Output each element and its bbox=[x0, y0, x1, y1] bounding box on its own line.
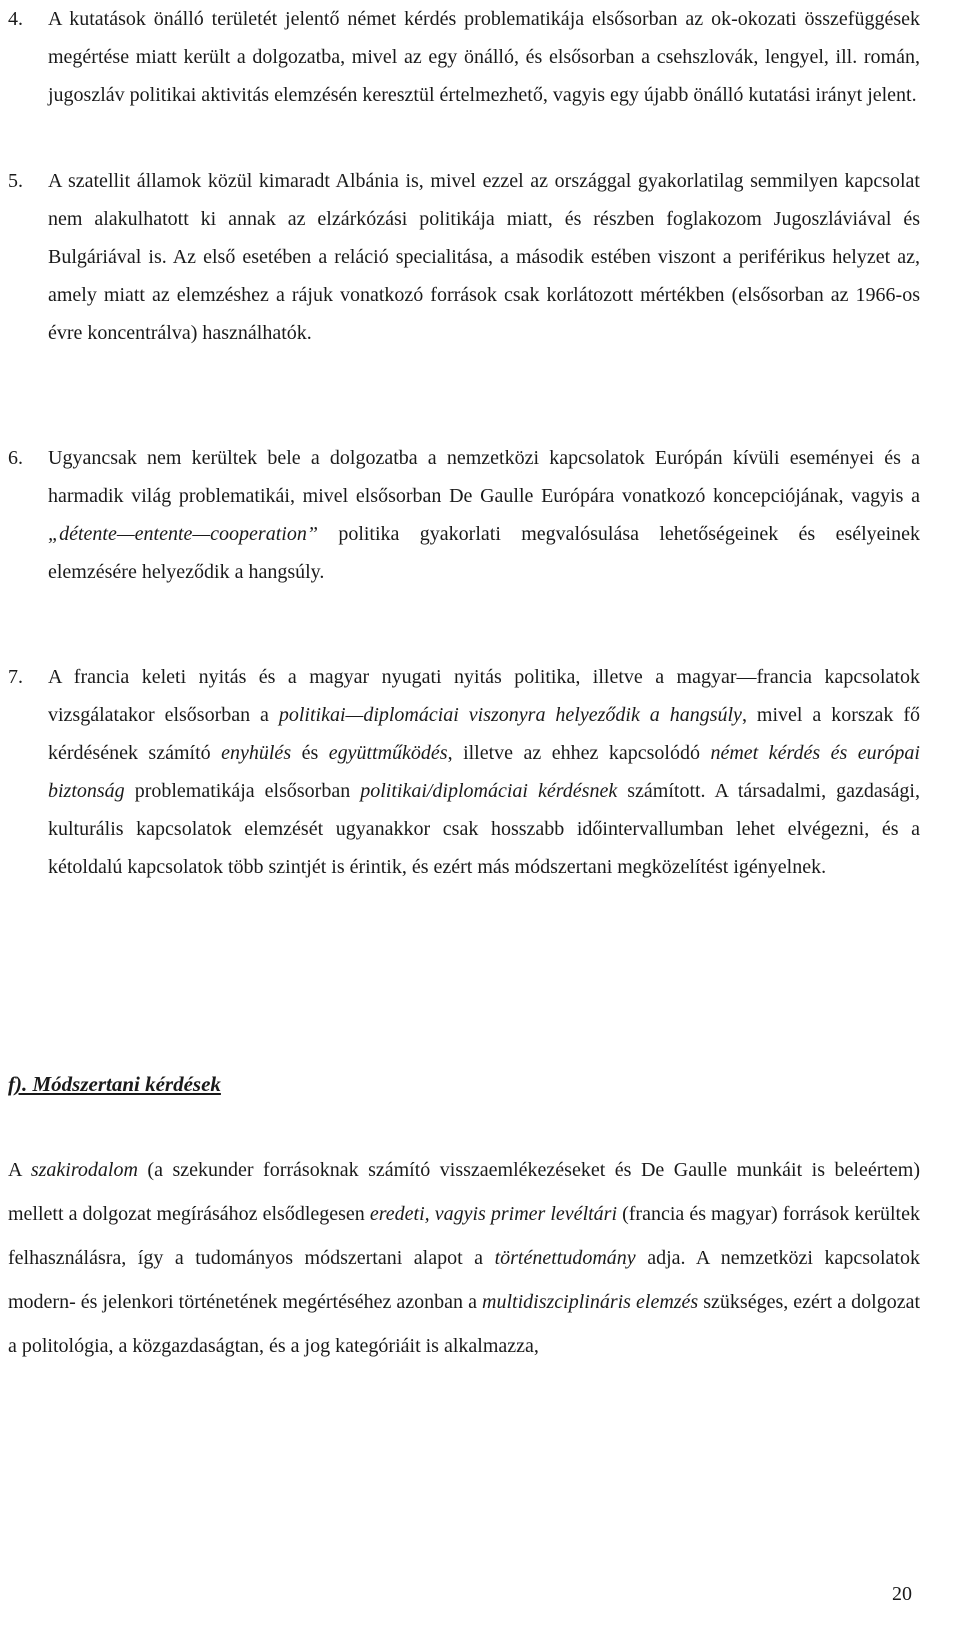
list-item-text bbox=[48, 658, 920, 886]
text-segment-italic: történettudomány bbox=[494, 1247, 636, 1269]
list-item-number: 6. bbox=[8, 447, 23, 469]
text-segment: szükséges, ezért a dolgozat a politológia, a közgazdaságtan, és a jog kategóriáit is alkalmazza, bbox=[8, 1291, 921, 1357]
list-item-number: 7. bbox=[8, 666, 23, 688]
text-segment-italic: német kérdés és európai biztonság bbox=[48, 742, 920, 802]
text-segment: politika gyakorlati megvalósulása lehetőségeinek és esélyeinek elemzésére helyeződik a hangsúly. bbox=[48, 523, 920, 583]
text-segment: A kutatások önálló területét jelentő német kérdés problematikája elsősorban az ok-okozati összefüggések megértése miatt került a dolgozatba, mivel az egy önálló, és elsősorban a csehszlovák, lengyel, ill. román, jugoszláv politikai aktivitás elemzésén keresztül értelmezhető, vagyis egy újabb önálló kutatási irányt jelent. bbox=[48, 8, 920, 106]
text-segment-italic: eredeti, vagyis primer levéltári bbox=[369, 1203, 618, 1225]
section-heading: f). Módszertani kérdések bbox=[8, 1072, 221, 1096]
text-segment: és bbox=[291, 742, 329, 764]
text-segment: A francia keleti nyitás és a magyar nyugati nyitás politika, illetve a magyar—francia kapcsolatok vizsgálatakor elsősorban a bbox=[48, 666, 920, 726]
text-segment: , mivel a korszak fő kérdésének számító bbox=[48, 704, 920, 764]
text-segment-italic: együttműködés bbox=[328, 742, 448, 764]
text-segment: problematikája elsősorban bbox=[124, 780, 361, 802]
text-segment: Ugyancsak nem kerültek bele a dolgozatba a nemzetközi kapcsolatok Európán kívüli eseményei és a harmadik világ problematikái, mivel elsősorban De Gaulle Európára vonatkozó koncepciójának, vagyis a bbox=[48, 447, 920, 507]
list-item-text bbox=[48, 162, 920, 352]
text-segment: A szatellit államok közül kimaradt Albánia is, mivel ezzel az országgal gyakorlatilag semmilyen kapcsolat nem alakulhatott ki annak az elzárkózási politikája miatt, és részben foglakozom Jugoszláviával és Bulgáriával is. Az első esetében a reláció specialitása, a második estében viszont a periférikus helyzet az, amely miatt az elemzéshez a rájuk vonatkozó források csak korlátozott mértékben (elsősorban az 1966-os évre koncentrálva) használhatók. bbox=[48, 170, 920, 344]
list-item-7 bbox=[8, 658, 920, 886]
text-segment: (a szekunder forrásoknak számító visszaemlékezéseket és De Gaulle munkáit is beleértem) mellett a dolgozat megírásához elsődlegesen bbox=[8, 1159, 921, 1225]
text-segment-italic: politikai/diplomáciai kérdésnek bbox=[360, 780, 618, 802]
text-segment: A bbox=[8, 1159, 31, 1181]
list-item-number: 5. bbox=[8, 170, 23, 192]
text-segment: adja. A nemzetközi kapcsolatok modern- és jelenkori történetének megértéséhez azonban a bbox=[8, 1247, 920, 1313]
text-segment: (francia és magyar) források kerültek felhasználásra, így a tudományos módszertani alapot a bbox=[8, 1203, 920, 1269]
list-item-5 bbox=[8, 162, 920, 352]
text-segment: számított. A társadalmi, gazdasági, kulturális kapcsolatok elemzését ugyanakkor csak hosszabb időintervallumban lehet elvégezni, és a kétoldalú kapcsolatok több szintjét is érintik, és ezért más módszertani megközelítést igényelnek. bbox=[48, 780, 920, 878]
list-item-4 bbox=[8, 0, 920, 114]
page-number: 20 bbox=[892, 1583, 912, 1605]
text-segment-italic: „détente—entente—cooperation” bbox=[48, 523, 318, 545]
methodology-paragraph bbox=[8, 1148, 920, 1368]
text-segment: , illetve az ehhez kapcsolódó bbox=[447, 742, 711, 764]
list-item-number: 4. bbox=[8, 8, 23, 30]
list-item-text bbox=[48, 439, 920, 591]
text-segment-italic: szakirodalom bbox=[30, 1159, 138, 1181]
text-segment-italic: enyhülés bbox=[221, 742, 292, 764]
list-item-6 bbox=[8, 439, 920, 591]
list-item-text bbox=[48, 0, 920, 114]
text-segment-italic: multidiszciplináris elemzés bbox=[482, 1291, 699, 1313]
text-segment-italic: politikai—diplomáciai viszonyra helyeződik a hangsúly bbox=[278, 704, 742, 726]
